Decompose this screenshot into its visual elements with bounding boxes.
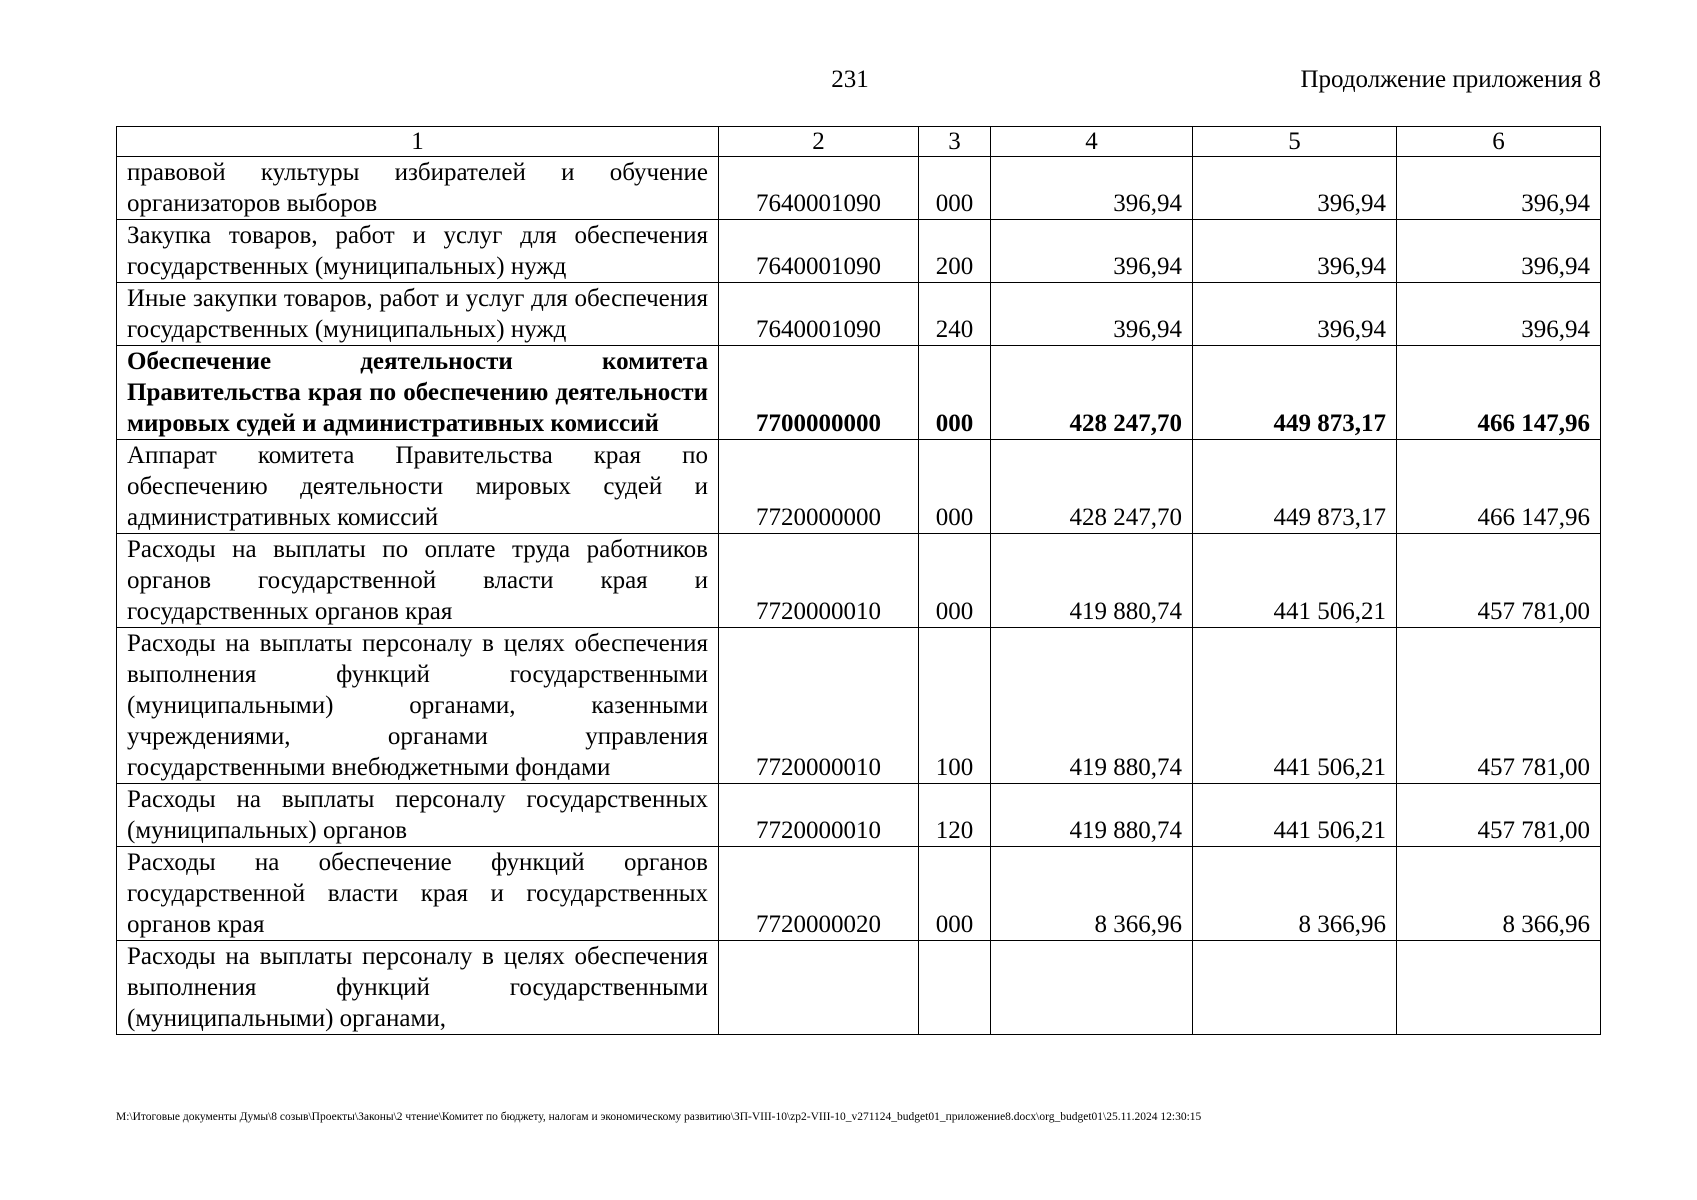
amount-year-3: 466 147,96 <box>1397 440 1601 534</box>
amount-year-2: 396,94 <box>1193 283 1397 346</box>
amount-year-1: 419 880,74 <box>991 534 1193 628</box>
target-article-code: 7720000000 <box>719 440 919 534</box>
budget-table <box>116 126 1601 1035</box>
expense-name: Расходы на выплаты персоналу государственных (муниципальных) органов <box>117 784 719 847</box>
table-row-section-total <box>117 346 1601 440</box>
expense-name: Расходы на выплаты персоналу в целях обеспечения выполнения функций государственными (муниципальными) органами, казенными учреждениями, органами управления государственными внебюджетными фондами <box>117 628 719 784</box>
amount-year-3: 457 781,00 <box>1397 784 1601 847</box>
amount-year-1: 396,94 <box>991 157 1193 220</box>
expense-type-code: 200 <box>919 220 991 283</box>
expense-name: Обеспечение деятельности комитета Правительства края по обеспечению деятельности мировых судей и административных комиссий <box>117 346 719 440</box>
target-article-code: 7640001090 <box>719 283 919 346</box>
table-row <box>117 220 1601 283</box>
expense-name: правовой культуры избирателей и обучение организаторов выборов <box>117 157 719 220</box>
column-header-1: 1 <box>117 127 719 157</box>
amount-year-3: 466 147,96 <box>1397 346 1601 440</box>
file-path-footer: M:\Итоговые документы Думы\8 созыв\Проекты\Законы\2 чтение\Комитет по бюджету, налогам и экономическому развитию\ЗП-VIII-10\zp2-VIII-10_v271124_budget01_приложение8.docx\org_budget01\25.11.2024 12:30:15 <box>116 1111 1202 1123</box>
amount-year-1: 428 247,70 <box>991 440 1193 534</box>
expense-name: Иные закупки товаров, работ и услуг для обеспечения государственных (муниципальных) нужд <box>117 283 719 346</box>
table-row <box>117 440 1601 534</box>
appendix-continuation-label: Продолжение приложения 8 <box>1300 66 1601 93</box>
table-row <box>117 628 1601 784</box>
expense-name: Аппарат комитета Правительства края по обеспечению деятельности мировых судей и административных комиссий <box>117 440 719 534</box>
amount-year-3: 396,94 <box>1397 283 1601 346</box>
amount-year-2 <box>1193 941 1397 1035</box>
expense-type-code: 000 <box>919 346 991 440</box>
amount-year-1: 428 247,70 <box>991 346 1193 440</box>
amount-year-3: 457 781,00 <box>1397 628 1601 784</box>
target-article-code: 7640001090 <box>719 220 919 283</box>
column-header-4: 4 <box>991 127 1193 157</box>
amount-year-2: 8 366,96 <box>1193 847 1397 941</box>
expense-type-code <box>919 941 991 1035</box>
table-row <box>117 784 1601 847</box>
target-article-code: 7720000010 <box>719 534 919 628</box>
amount-year-3 <box>1397 941 1601 1035</box>
expense-type-code: 000 <box>919 847 991 941</box>
target-article-code: 7720000010 <box>719 784 919 847</box>
expense-name: Расходы на выплаты персоналу в целях обеспечения выполнения функций государственными (муниципальными) органами, <box>117 941 719 1035</box>
column-header-6: 6 <box>1397 127 1601 157</box>
amount-year-1: 396,94 <box>991 283 1193 346</box>
table-row <box>117 157 1601 220</box>
amount-year-1: 396,94 <box>991 220 1193 283</box>
expense-type-code: 100 <box>919 628 991 784</box>
column-number-row <box>117 127 1601 157</box>
table-row <box>117 534 1601 628</box>
amount-year-3: 396,94 <box>1397 220 1601 283</box>
target-article-code: 7640001090 <box>719 157 919 220</box>
table-row <box>117 283 1601 346</box>
expense-type-code: 120 <box>919 784 991 847</box>
target-article-code: 7700000000 <box>719 346 919 440</box>
amount-year-1: 419 880,74 <box>991 628 1193 784</box>
expense-name: Закупка товаров, работ и услуг для обеспечения государственных (муниципальных) нужд <box>117 220 719 283</box>
amount-year-1: 8 366,96 <box>991 847 1193 941</box>
expense-name: Расходы на обеспечение функций органов государственной власти края и государственных органов края <box>117 847 719 941</box>
amount-year-2: 449 873,17 <box>1193 440 1397 534</box>
column-header-2: 2 <box>719 127 919 157</box>
amount-year-2: 441 506,21 <box>1193 628 1397 784</box>
target-article-code: 7720000020 <box>719 847 919 941</box>
amount-year-2: 396,94 <box>1193 157 1397 220</box>
amount-year-2: 441 506,21 <box>1193 784 1397 847</box>
page-number: 231 <box>831 66 869 93</box>
amount-year-3: 396,94 <box>1397 157 1601 220</box>
amount-year-2: 449 873,17 <box>1193 346 1397 440</box>
expense-type-code: 000 <box>919 534 991 628</box>
amount-year-1 <box>991 941 1193 1035</box>
amount-year-3: 8 366,96 <box>1397 847 1601 941</box>
target-article-code <box>719 941 919 1035</box>
expense-name: Расходы на выплаты по оплате труда работников органов государственной власти края и государственных органов края <box>117 534 719 628</box>
amount-year-2: 441 506,21 <box>1193 534 1397 628</box>
table-row-continued <box>117 941 1601 1035</box>
column-header-5: 5 <box>1193 127 1397 157</box>
amount-year-2: 396,94 <box>1193 220 1397 283</box>
expense-type-code: 000 <box>919 157 991 220</box>
column-header-3: 3 <box>919 127 991 157</box>
expense-type-code: 240 <box>919 283 991 346</box>
table-row <box>117 847 1601 941</box>
expense-type-code: 000 <box>919 440 991 534</box>
amount-year-1: 419 880,74 <box>991 784 1193 847</box>
target-article-code: 7720000010 <box>719 628 919 784</box>
amount-year-3: 457 781,00 <box>1397 534 1601 628</box>
